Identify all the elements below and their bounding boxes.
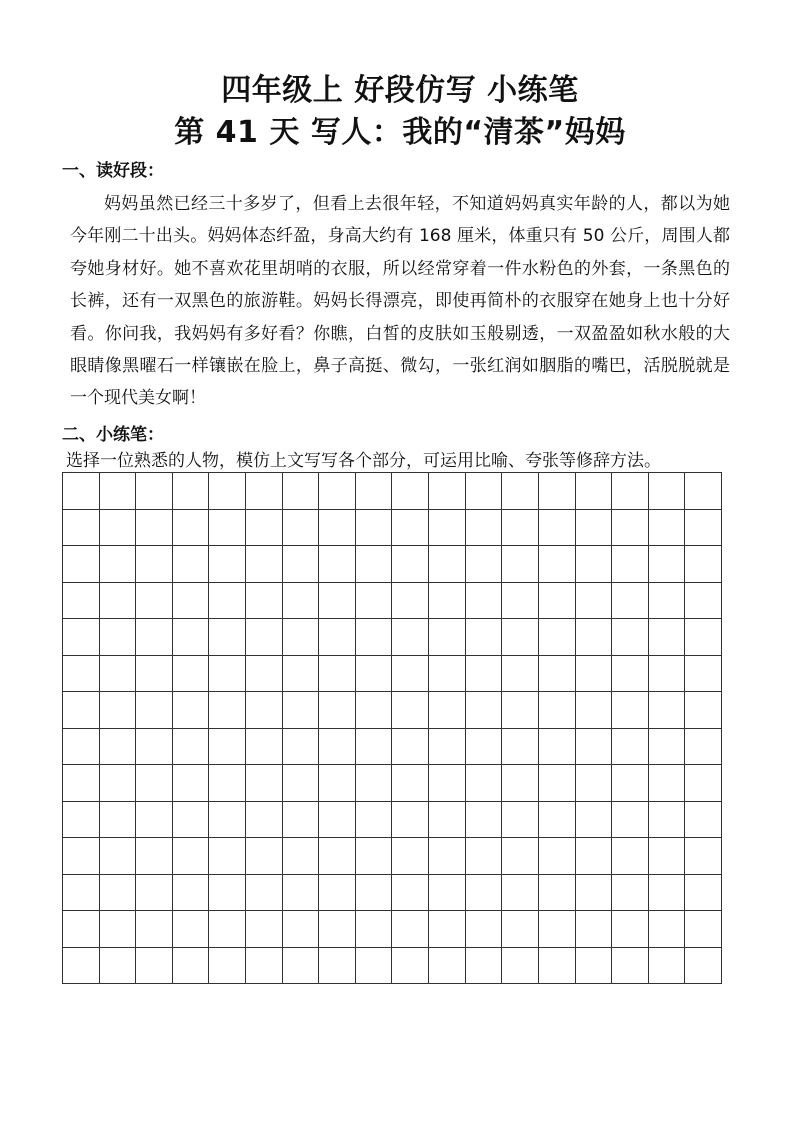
grid-cell[interactable]	[246, 765, 283, 802]
grid-cell[interactable]	[246, 473, 283, 510]
grid-cell[interactable]	[319, 802, 356, 839]
grid-cell[interactable]	[209, 473, 246, 510]
grid-cell[interactable]	[246, 911, 283, 948]
grid-cell[interactable]	[502, 765, 539, 802]
grid-cell[interactable]	[539, 729, 576, 766]
grid-cell[interactable]	[209, 692, 246, 729]
grid-cell[interactable]	[539, 656, 576, 693]
grid-cell[interactable]	[356, 656, 393, 693]
grid-cell[interactable]	[392, 875, 429, 912]
grid-cell[interactable]	[173, 692, 210, 729]
grid-cell[interactable]	[539, 838, 576, 875]
grid-cell[interactable]	[685, 583, 722, 620]
grid-cell[interactable]	[612, 948, 649, 985]
grid-cell[interactable]	[100, 948, 137, 985]
grid-cell[interactable]	[685, 729, 722, 766]
grid-cell[interactable]	[319, 619, 356, 656]
grid-cell[interactable]	[136, 765, 173, 802]
grid-cell[interactable]	[649, 656, 686, 693]
grid-cell[interactable]	[209, 510, 246, 547]
grid-cell[interactable]	[576, 948, 613, 985]
grid-cell[interactable]	[466, 656, 503, 693]
grid-cell[interactable]	[649, 838, 686, 875]
grid-cell[interactable]	[612, 838, 649, 875]
grid-cell[interactable]	[283, 473, 320, 510]
grid-cell[interactable]	[173, 838, 210, 875]
page-subtitle: 第 41 天 写人：我的“清茶”妈妈	[174, 115, 626, 150]
grid-cell[interactable]	[283, 583, 320, 620]
grid-cell[interactable]	[466, 473, 503, 510]
grid-cell[interactable]	[502, 911, 539, 948]
grid-cell[interactable]	[612, 911, 649, 948]
grid-cell[interactable]	[392, 911, 429, 948]
grid-cell[interactable]	[209, 875, 246, 912]
grid-cell[interactable]	[392, 619, 429, 656]
grid-cell[interactable]	[356, 546, 393, 583]
grid-cell[interactable]	[319, 546, 356, 583]
grid-cell[interactable]	[576, 473, 613, 510]
grid-cell[interactable]	[63, 583, 100, 620]
grid-cell[interactable]	[429, 802, 466, 839]
grid-cell[interactable]	[136, 802, 173, 839]
grid-cell[interactable]	[209, 619, 246, 656]
grid-cell[interactable]	[649, 473, 686, 510]
grid-cell[interactable]	[685, 546, 722, 583]
grid-cell[interactable]	[392, 729, 429, 766]
grid-cell[interactable]	[685, 802, 722, 839]
grid-cell[interactable]	[173, 948, 210, 985]
grid-cell[interactable]	[502, 510, 539, 547]
grid-cell[interactable]	[173, 802, 210, 839]
grid-cell[interactable]	[466, 729, 503, 766]
grid-cell[interactable]	[502, 692, 539, 729]
section-heading-read: 一、读好段：	[62, 161, 164, 181]
grid-cell[interactable]	[356, 729, 393, 766]
grid-cell[interactable]	[466, 838, 503, 875]
grid-cell[interactable]	[429, 765, 466, 802]
grid-cell[interactable]	[356, 765, 393, 802]
grid-cell[interactable]	[466, 875, 503, 912]
grid-cell[interactable]	[466, 802, 503, 839]
grid-cell[interactable]	[100, 510, 137, 547]
grid-cell[interactable]	[576, 546, 613, 583]
grid-cell[interactable]	[283, 619, 320, 656]
grid-cell[interactable]	[502, 619, 539, 656]
grid-cell[interactable]	[136, 875, 173, 912]
grid-cell[interactable]	[63, 729, 100, 766]
grid-cell[interactable]	[246, 692, 283, 729]
grid-cell[interactable]	[356, 510, 393, 547]
grid-cell[interactable]	[685, 875, 722, 912]
grid-cell[interactable]	[136, 619, 173, 656]
grid-cell[interactable]	[246, 802, 283, 839]
grid-cell[interactable]	[539, 583, 576, 620]
grid-cell[interactable]	[612, 546, 649, 583]
grid-cell[interactable]	[576, 838, 613, 875]
grid-cell[interactable]	[576, 583, 613, 620]
grid-cell[interactable]	[612, 802, 649, 839]
practice-instruction: 选择一位熟悉的人物，模仿上文写写各个部分，可运用比喻、夸张等修辞方法。	[66, 451, 661, 471]
grid-cell[interactable]	[100, 546, 137, 583]
grid-cell[interactable]	[209, 583, 246, 620]
grid-cell[interactable]	[356, 911, 393, 948]
grid-cell[interactable]	[319, 948, 356, 985]
model-passage: 妈妈虽然已经三十多岁了，但看上去很年轻，不知道妈妈真实年龄的人，都以为她今年刚二十出头。妈妈体态纤盈，身高大约有 168 厘米，体重只有 50 公斤，周围人都夸她身材好。她不喜欢花里胡哨的衣服，所以经常穿着一件水粉色的外套，一条黑色的长裤，还有一双黑色的旅游鞋。妈妈长得漂亮，即使再简朴的衣服穿在她身上也十分好看。你问我，我妈妈有多好看？你瞧，白皙的皮肤如玉般剔透，一双盈盈如秋水般的大眼睛像黑曜石一样镶嵌在脸上，鼻子高挺、微勾，一张红润如胭脂的嘴巴，活脱脱就是一个现代美女啊！	[70, 194, 730, 409]
grid-cell[interactable]	[576, 875, 613, 912]
grid-cell[interactable]	[429, 729, 466, 766]
grid-cell[interactable]	[612, 473, 649, 510]
grid-cell[interactable]	[612, 619, 649, 656]
grid-cell[interactable]	[209, 656, 246, 693]
grid-cell[interactable]	[392, 473, 429, 510]
grid-cell[interactable]	[429, 948, 466, 985]
grid-cell[interactable]	[209, 948, 246, 985]
grid-cell[interactable]	[63, 948, 100, 985]
grid-cell[interactable]	[685, 619, 722, 656]
grid-cell[interactable]	[392, 765, 429, 802]
grid-cell[interactable]	[649, 692, 686, 729]
grid-cell[interactable]	[319, 729, 356, 766]
grid-cell[interactable]	[209, 802, 246, 839]
grid-cell[interactable]	[392, 656, 429, 693]
grid-cell[interactable]	[649, 619, 686, 656]
grid-cell[interactable]	[283, 802, 320, 839]
grid-cell[interactable]	[466, 948, 503, 985]
grid-cell[interactable]	[539, 802, 576, 839]
grid-cell[interactable]	[576, 692, 613, 729]
grid-cell[interactable]	[356, 802, 393, 839]
grid-cell[interactable]	[100, 583, 137, 620]
grid-cell[interactable]	[392, 802, 429, 839]
grid-cell[interactable]	[685, 510, 722, 547]
grid-cell[interactable]	[539, 510, 576, 547]
grid-cell[interactable]	[136, 583, 173, 620]
grid-cell[interactable]	[649, 729, 686, 766]
grid-cell[interactable]	[612, 692, 649, 729]
grid-cell[interactable]	[649, 875, 686, 912]
grid-cell[interactable]	[502, 546, 539, 583]
grid-cell[interactable]	[319, 875, 356, 912]
grid-cell[interactable]	[63, 802, 100, 839]
grid-cell[interactable]	[356, 875, 393, 912]
grid-cell[interactable]	[283, 875, 320, 912]
grid-cell[interactable]	[392, 692, 429, 729]
grid-cell[interactable]	[246, 838, 283, 875]
grid-cell[interactable]	[576, 802, 613, 839]
grid-cell[interactable]	[502, 729, 539, 766]
grid-cell[interactable]	[429, 838, 466, 875]
grid-cell[interactable]	[283, 838, 320, 875]
grid-cell[interactable]	[392, 583, 429, 620]
grid-cell[interactable]	[136, 546, 173, 583]
grid-cell[interactable]	[612, 510, 649, 547]
grid-cell[interactable]	[685, 838, 722, 875]
grid-cell[interactable]	[173, 546, 210, 583]
grid-cell[interactable]	[612, 656, 649, 693]
grid-cell[interactable]	[576, 765, 613, 802]
grid-cell[interactable]	[100, 619, 137, 656]
grid-cell[interactable]	[100, 765, 137, 802]
grid-cell[interactable]	[136, 911, 173, 948]
grid-cell[interactable]	[649, 546, 686, 583]
grid-cell[interactable]	[685, 692, 722, 729]
grid-cell[interactable]	[539, 911, 576, 948]
grid-cell[interactable]	[429, 692, 466, 729]
grid-cell[interactable]	[429, 546, 466, 583]
grid-cell[interactable]	[136, 510, 173, 547]
grid-cell[interactable]	[319, 765, 356, 802]
grid-cell[interactable]	[502, 656, 539, 693]
grid-cell[interactable]	[246, 656, 283, 693]
grid-cell[interactable]	[356, 619, 393, 656]
grid-cell[interactable]	[246, 729, 283, 766]
grid-cell[interactable]	[576, 619, 613, 656]
grid-cell[interactable]	[209, 838, 246, 875]
grid-cell[interactable]	[100, 802, 137, 839]
grid-cell[interactable]	[685, 473, 722, 510]
grid-cell[interactable]	[392, 838, 429, 875]
grid-cell[interactable]	[539, 619, 576, 656]
grid-cell[interactable]	[356, 948, 393, 985]
grid-cell[interactable]	[502, 473, 539, 510]
grid-cell[interactable]	[246, 875, 283, 912]
grid-cell[interactable]	[209, 546, 246, 583]
grid-cell[interactable]	[319, 692, 356, 729]
grid-cell[interactable]	[319, 473, 356, 510]
grid-cell[interactable]	[539, 948, 576, 985]
grid-cell[interactable]	[173, 729, 210, 766]
writing-grid[interactable]	[62, 472, 722, 984]
grid-cell[interactable]	[209, 911, 246, 948]
grid-cell[interactable]	[319, 583, 356, 620]
grid-cell[interactable]	[319, 838, 356, 875]
grid-cell[interactable]	[429, 911, 466, 948]
grid-cell[interactable]	[356, 692, 393, 729]
grid-cell[interactable]	[136, 692, 173, 729]
grid-cell[interactable]	[429, 619, 466, 656]
grid-cell[interactable]	[283, 729, 320, 766]
grid-cell[interactable]	[63, 765, 100, 802]
grid-cell[interactable]	[246, 619, 283, 656]
grid-cell[interactable]	[100, 656, 137, 693]
grid-cell[interactable]	[283, 546, 320, 583]
grid-cell[interactable]	[63, 473, 100, 510]
grid-cell[interactable]	[100, 692, 137, 729]
grid-cell[interactable]	[100, 875, 137, 912]
grid-cell[interactable]	[685, 911, 722, 948]
grid-cell[interactable]	[649, 802, 686, 839]
grid-cell[interactable]	[246, 948, 283, 985]
grid-cell[interactable]	[173, 583, 210, 620]
grid-cell[interactable]	[466, 911, 503, 948]
grid-cell[interactable]	[612, 875, 649, 912]
grid-cell[interactable]	[612, 583, 649, 620]
grid-cell[interactable]	[502, 802, 539, 839]
grid-cell[interactable]	[612, 765, 649, 802]
grid-cell[interactable]	[539, 765, 576, 802]
grid-cell[interactable]	[173, 656, 210, 693]
grid-cell[interactable]	[429, 510, 466, 547]
grid-cell[interactable]	[466, 510, 503, 547]
grid-cell[interactable]	[63, 911, 100, 948]
grid-cell[interactable]	[283, 911, 320, 948]
grid-cell[interactable]	[429, 656, 466, 693]
grid-cell[interactable]	[173, 510, 210, 547]
grid-cell[interactable]	[63, 838, 100, 875]
grid-cell[interactable]	[429, 875, 466, 912]
page-title: 四年级上 好段仿写 小练笔	[221, 73, 579, 108]
grid-cell[interactable]	[392, 510, 429, 547]
grid-cell[interactable]	[63, 510, 100, 547]
grid-cell[interactable]	[246, 546, 283, 583]
grid-cell[interactable]	[136, 656, 173, 693]
grid-cell[interactable]	[283, 692, 320, 729]
grid-cell[interactable]	[649, 911, 686, 948]
grid-cell[interactable]	[539, 546, 576, 583]
grid-cell[interactable]	[63, 692, 100, 729]
grid-cell[interactable]	[502, 948, 539, 985]
grid-cell[interactable]	[136, 473, 173, 510]
grid-cell[interactable]	[649, 765, 686, 802]
grid-cell[interactable]	[576, 729, 613, 766]
grid-cell[interactable]	[539, 875, 576, 912]
grid-cell[interactable]	[502, 838, 539, 875]
grid-cell[interactable]	[429, 473, 466, 510]
grid-cell[interactable]	[63, 656, 100, 693]
grid-cell[interactable]	[319, 656, 356, 693]
grid-cell[interactable]	[649, 948, 686, 985]
section-heading-practice: 二、小练笔：	[62, 425, 164, 445]
grid-cell[interactable]	[392, 948, 429, 985]
grid-cell[interactable]	[466, 583, 503, 620]
grid-cell[interactable]	[246, 510, 283, 547]
grid-cell[interactable]	[539, 473, 576, 510]
grid-cell[interactable]	[466, 546, 503, 583]
grid-cell[interactable]	[100, 729, 137, 766]
grid-cell[interactable]	[246, 583, 283, 620]
grid-cell[interactable]	[173, 473, 210, 510]
grid-cell[interactable]	[576, 911, 613, 948]
grid-cell[interactable]	[466, 692, 503, 729]
grid-cell[interactable]	[576, 510, 613, 547]
grid-cell[interactable]	[136, 948, 173, 985]
grid-cell[interactable]	[392, 546, 429, 583]
grid-cell[interactable]	[649, 583, 686, 620]
grid-cell[interactable]	[502, 583, 539, 620]
grid-cell[interactable]	[319, 510, 356, 547]
grid-cell[interactable]	[63, 875, 100, 912]
grid-cell[interactable]	[685, 765, 722, 802]
grid-cell[interactable]	[612, 729, 649, 766]
grid-cell[interactable]	[356, 838, 393, 875]
grid-cell[interactable]	[100, 838, 137, 875]
grid-cell[interactable]	[136, 838, 173, 875]
grid-cell[interactable]	[63, 546, 100, 583]
grid-cell[interactable]	[356, 583, 393, 620]
grid-cell[interactable]	[429, 583, 466, 620]
grid-cell[interactable]	[649, 510, 686, 547]
grid-cell[interactable]	[466, 765, 503, 802]
grid-cell[interactable]	[319, 911, 356, 948]
grid-cell[interactable]	[685, 948, 722, 985]
grid-cell[interactable]	[685, 656, 722, 693]
grid-cell[interactable]	[100, 911, 137, 948]
grid-cell[interactable]	[136, 729, 173, 766]
grid-cell[interactable]	[209, 729, 246, 766]
grid-cell[interactable]	[100, 473, 137, 510]
grid-cell[interactable]	[283, 656, 320, 693]
grid-cell[interactable]	[209, 765, 246, 802]
grid-cell[interactable]	[173, 911, 210, 948]
grid-cell[interactable]	[356, 473, 393, 510]
grid-cell[interactable]	[466, 619, 503, 656]
grid-cell[interactable]	[63, 619, 100, 656]
grid-cell[interactable]	[173, 875, 210, 912]
grid-cell[interactable]	[173, 619, 210, 656]
grid-cell[interactable]	[283, 510, 320, 547]
grid-cell[interactable]	[576, 656, 613, 693]
grid-cell[interactable]	[502, 875, 539, 912]
grid-cell[interactable]	[539, 692, 576, 729]
grid-cell[interactable]	[283, 948, 320, 985]
grid-cell[interactable]	[283, 765, 320, 802]
grid-cell[interactable]	[173, 765, 210, 802]
